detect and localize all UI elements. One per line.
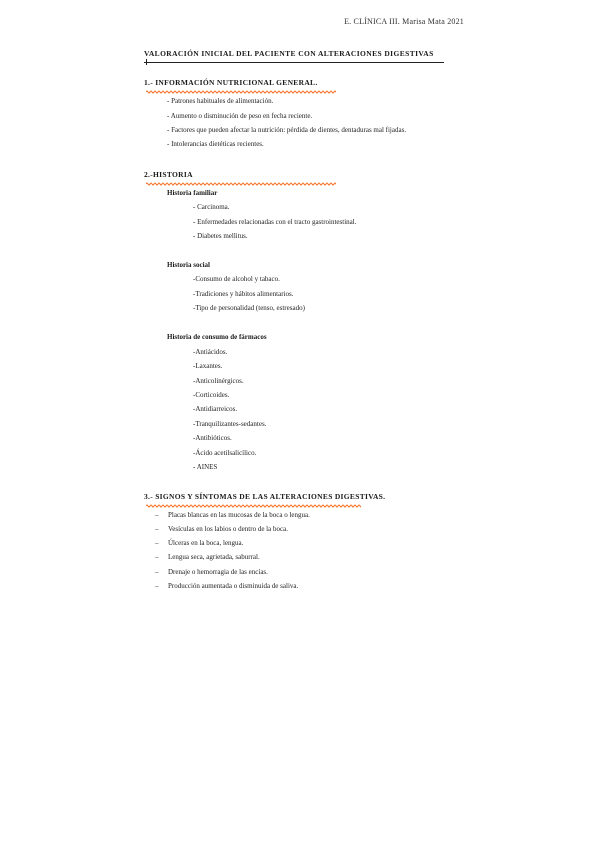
section3-item: Producción aumentada o disminuida de saliva.: [168, 582, 299, 590]
section3-bullet: –: [155, 525, 159, 533]
historia-farmacos-item: -Ácido acetilsalicílico.: [193, 449, 257, 457]
historia-social-item: -Tipo de personalidad (tenso, estresado): [193, 304, 305, 312]
section2-heading: 2.-HISTORIA: [144, 170, 193, 179]
section3-item: Lengua seca, agrietada, saburral.: [168, 553, 260, 561]
page-header: E. CLÍNICA III. Marisa Mata 2021: [344, 17, 464, 26]
historia-farmacos-item: -Corticoides.: [193, 391, 230, 399]
title-tick: [146, 59, 147, 65]
historia-farmacos-item: -Anticolinérgicos.: [193, 377, 244, 385]
section3-bullet: –: [155, 553, 159, 561]
section3-bullet: –: [155, 539, 159, 547]
historia-familiar-title: Historia familiar: [167, 189, 218, 197]
historia-social-title: Historia social: [167, 261, 210, 269]
historia-farmacos-item: -Antibióticos.: [193, 434, 232, 442]
section3-bullet: –: [155, 568, 159, 576]
historia-farmacos-item: -Antidiarreicos.: [193, 405, 238, 413]
historia-farmacos-item: -Antiácidos.: [193, 348, 228, 356]
section1-heading: 1.- INFORMACIÓN NUTRICIONAL GENERAL.: [144, 78, 318, 87]
historia-social-item: -Consumo de alcohol y tabaco.: [193, 275, 280, 283]
section1-wavy-underline: [146, 90, 336, 94]
section3-item: Placas blancas en las mucosas de la boca o lengua.: [168, 511, 310, 519]
section2-wavy-underline: [146, 182, 336, 186]
section1-item: - Intolerancias dietéticas recientes.: [167, 140, 264, 148]
section1-item: - Aumento o disminución de peso en fecha reciente.: [167, 112, 313, 120]
section1-item: - Factores que pueden afectar la nutrición: pérdida de dientes, dentaduras mal fijadas.: [167, 126, 407, 134]
document-title: VALORACIÓN INICIAL DEL PACIENTE CON ALTERACIONES DIGESTIVAS: [144, 49, 434, 58]
section1-item: - Patrones habituales de alimentación.: [167, 97, 274, 105]
historia-familiar-item: - Diabetes mellitus.: [193, 232, 248, 240]
section3-item: Drenaje o hemorragia de las encías.: [168, 568, 268, 576]
historia-farmacos-item: -Laxantes.: [193, 362, 223, 370]
section3-item: Vesículas en los labios o dentro de la boca.: [168, 525, 288, 533]
section3-heading: 3.- SIGNOS Y SÍNTOMAS DE LAS ALTERACIONES DIGESTIVAS.: [144, 492, 386, 501]
historia-farmacos-item: - AINES: [193, 463, 218, 471]
section3-bullet: –: [155, 582, 159, 590]
historia-familiar-item: - Enfermedades relacionadas con el tracto gastrointestinal.: [193, 218, 357, 226]
section3-item: Úlceras en la boca, lengua.: [168, 539, 244, 547]
historia-farmacos-item: -Tranquilizantes-sedantes.: [193, 420, 267, 428]
section3-wavy-underline: [146, 504, 361, 508]
historia-social-item: -Tradiciones y hábitos alimentarios.: [193, 290, 294, 298]
title-underline: [144, 62, 444, 63]
historia-familiar-item: - Carcinoma.: [193, 203, 230, 211]
historia-farmacos-title: Historia de consumo de fármacos: [167, 333, 267, 341]
section3-bullet: –: [155, 511, 159, 519]
